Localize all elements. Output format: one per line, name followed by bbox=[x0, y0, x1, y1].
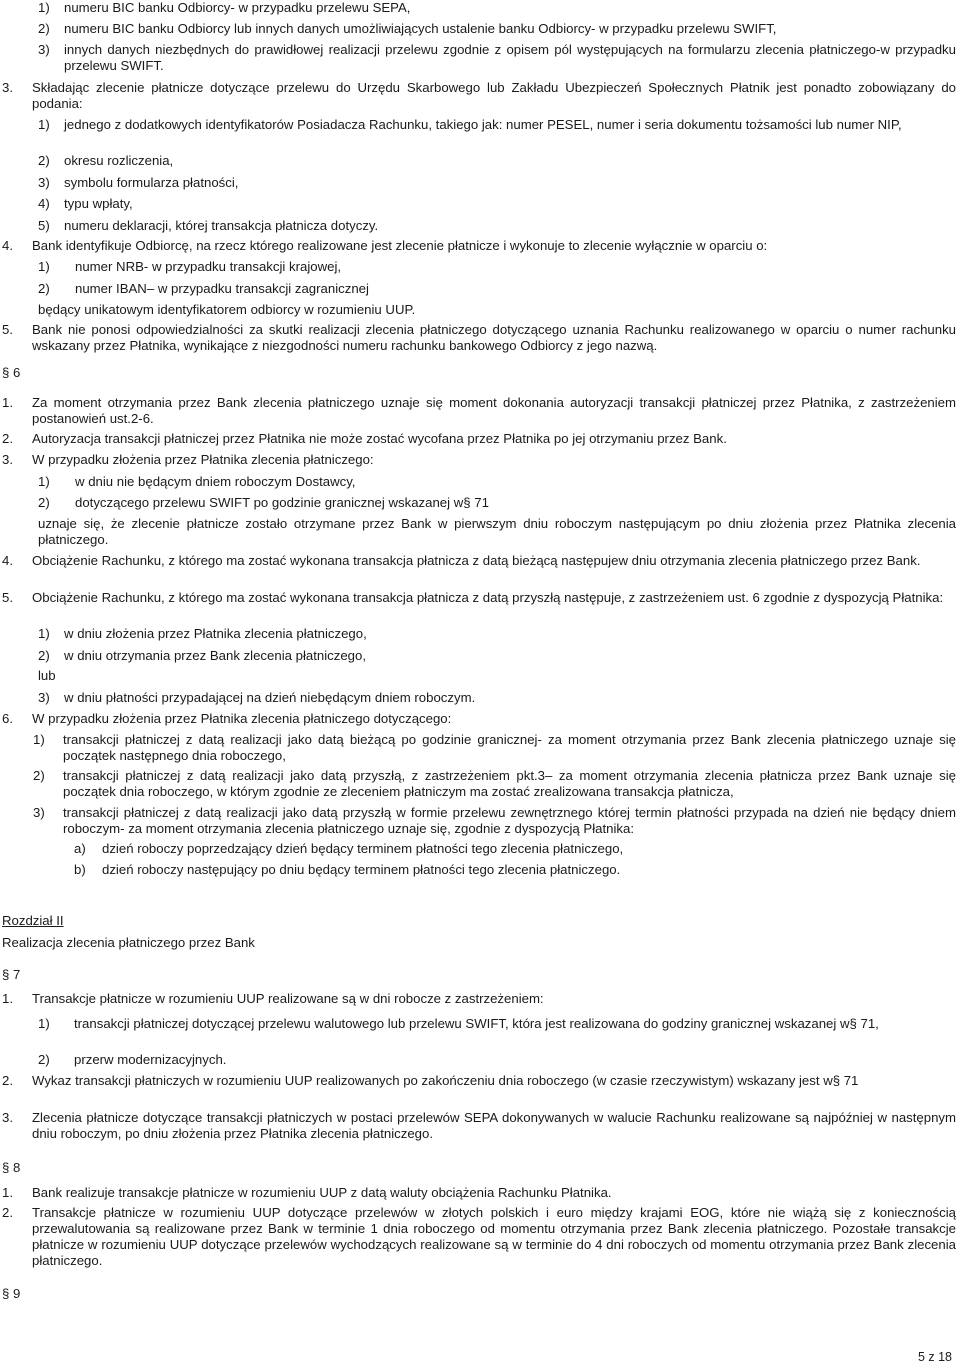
list-item bbox=[38, 281, 956, 297]
list-item bbox=[38, 153, 956, 169]
item-number: 1) bbox=[38, 259, 50, 274]
sub-item-text: dzień roboczy następujący po dniu będący terminem płatności tego zlecenia płatniczego. bbox=[102, 862, 621, 877]
section-title-text: § 7 bbox=[2, 967, 21, 982]
paragraph-number: 2. bbox=[2, 431, 13, 446]
paragraph-text: W przypadku złożenia przez Płatnika zlecenia płatniczego: bbox=[32, 452, 374, 467]
item-number: 5) bbox=[38, 218, 50, 233]
paragraph bbox=[2, 80, 956, 112]
sub-item bbox=[74, 862, 956, 878]
paragraph-text: Obciążenie Rachunku, z którego ma zostać wykonana transakcja płatnicza z datą przyszłą następuje, z zastrzeżeniem ust. 6 zgodnie z dyspozycją Płatnika: bbox=[32, 590, 944, 605]
paragraph bbox=[2, 711, 956, 727]
list-item bbox=[38, 495, 956, 511]
item-number: 1) bbox=[33, 732, 45, 747]
paragraph-text: Transakcje płatnicze w rozumieniu UUP dotyczące przelewów w złotych polskich i euro między krajami EOG, które nie wiążą się z koniecznością przewalutowania są realizowane przez Bank w terminie 1 dnia roboczego od momentu otrzymania przez Bank zlecenia płatniczego. Pozostałe transakcje płatnicze w rozumieniu UUP dotyczące przelewów wychodzących realizowane są w terminie do 4 dni roboczych od momentu otrzymania przez Bank zlecenia płatniczego. bbox=[32, 1205, 956, 1268]
item-number: 3) bbox=[38, 175, 50, 190]
item-text: numer IBAN– w przypadku transakcji zagranicznej bbox=[75, 281, 369, 296]
item-text: dotyczącego przelewu SWIFT po godzinie granicznej wskazanej w§ 71 bbox=[75, 495, 489, 510]
paragraph bbox=[2, 1110, 956, 1142]
section-title-text: § 9 bbox=[2, 1286, 21, 1301]
list-item bbox=[38, 259, 956, 275]
list-item bbox=[38, 626, 956, 642]
paragraph-number: 3. bbox=[2, 80, 13, 95]
paragraph-number: 3. bbox=[2, 452, 13, 467]
sub-item-letter: a) bbox=[74, 841, 86, 856]
item-text: numeru deklaracji, której transakcja płatnicza dotyczy. bbox=[64, 218, 379, 233]
item-number: 3) bbox=[33, 805, 45, 820]
paragraph-text: Wykaz transakcji płatniczych w rozumieniu UUP realizowanych po zakończeniu dnia roboczego (w czasie rzeczywistym) wskazany jest w§ 71 bbox=[32, 1073, 859, 1088]
list-item bbox=[38, 690, 956, 706]
item-text: w dniu płatności przypadającej na dzień niebędącym dniem roboczym. bbox=[64, 690, 476, 705]
item-text: okresu rozliczenia, bbox=[64, 153, 174, 168]
item-text: innych danych niezbędnych do prawidłowej realizacji przelewu zgodnie z opisem pól występujących na formularzu zlecenia płatniczego-w przypadku przelewu SWIFT. bbox=[64, 42, 956, 73]
sub-item-text: dzień roboczy poprzedzający dzień będący terminem płatności tego zlecenia płatniczego, bbox=[102, 841, 624, 856]
item-text: jednego z dodatkowych identyfikatorów Posiadacza Rachunku, takiego jak: numer PESEL, numer i seria dokumentu tożsamości lub numer NIP, bbox=[64, 117, 902, 132]
item-text: transakcji płatniczej z datą realizacji jako datą bieżącą po godzinie granicznej- za moment otrzymania przez Bank zlecenia płatniczego uznaje się początek następnego dnia roboczego, bbox=[63, 732, 956, 763]
chapter-title-text: Rozdział II bbox=[2, 913, 64, 928]
item-number: 1) bbox=[38, 626, 50, 641]
item-text: numeru BIC banku Odbiorcy- w przypadku przelewu SEPA, bbox=[64, 0, 411, 15]
paragraph-text: Obciążenie Rachunku, z którego ma zostać wykonana transakcja płatnicza z datą bieżącą następujew dniu otrzymania zlecenia płatniczego przez Bank. bbox=[32, 553, 921, 568]
paragraph-text: W przypadku złożenia przez Płatnika zlecenia płatniczego dotyczącego: bbox=[32, 711, 452, 726]
item-text: w dniu otrzymania przez Bank zlecenia płatniczego, bbox=[64, 648, 367, 663]
list-item bbox=[2, 768, 956, 800]
item-text: w dniu złożenia przez Płatnika zlecenia płatniczego, bbox=[64, 626, 367, 641]
item-text: symbolu formularza płatności, bbox=[64, 175, 239, 190]
item-number: 1) bbox=[38, 117, 50, 132]
paragraph-tail bbox=[38, 302, 956, 318]
item-number: 1) bbox=[38, 1016, 50, 1031]
paragraph bbox=[2, 452, 956, 468]
paragraph-text: Transakcje płatnicze w rozumieniu UUP realizowane są w dni robocze z zastrzeżeniem: bbox=[32, 991, 544, 1006]
paragraph-text: Bank identyfikuje Odbiorcę, na rzecz którego realizowane jest zlecenie płatnicze i wykonuje to zlecenie wyłącznie w oparciu o: bbox=[32, 238, 768, 253]
paragraph-text: Bank nie ponosi odpowiedzialności za skutki realizacji zlecenia płatniczego dotyczącego uznania Rachunku realizowanego w oparciu o numer rachunku wskazany przez Płatnika, wynikające z niezgodności numeru rachunku bankowego Odbiorcy z jego nazwą. bbox=[32, 322, 956, 353]
item-number: 4) bbox=[38, 196, 50, 211]
list-item bbox=[2, 1052, 956, 1068]
paragraph-text: Składając zlecenie płatnicze dotyczące przelewu do Urzędu Skarbowego lub Zakładu Ubezpieczeń Społecznych Płatnik jest ponadto zobowiązany do podania: bbox=[32, 80, 956, 111]
list-item bbox=[2, 805, 956, 837]
item-text: transakcji płatniczej dotyczącej przelewu walutowego lub przelewu SWIFT, która jest realizowana do godziny granicznej wskazanej w§ 71, bbox=[74, 1016, 879, 1031]
paragraph bbox=[2, 238, 956, 254]
item-number: 2) bbox=[38, 281, 50, 296]
paragraph-text: Zlecenia płatnicze dotyczące transakcji płatniczych w postaci przelewów SEPA dokonywanych w walucie Rachunku realizowane są najpóźniej w następnym dniu roboczym, po dniu złożenia przez Płatnika zlecenia płatniczego. bbox=[32, 1110, 956, 1141]
paragraph-tail bbox=[38, 516, 956, 548]
section-title bbox=[2, 365, 102, 381]
list-item bbox=[38, 21, 956, 37]
item-number: 2) bbox=[33, 768, 45, 783]
section-title bbox=[2, 967, 102, 983]
paragraph-number: 3. bbox=[2, 1110, 13, 1125]
sub-item bbox=[74, 841, 956, 857]
list-item bbox=[38, 175, 956, 191]
paragraph-number: 1. bbox=[2, 1185, 13, 1200]
item-text: transakcji płatniczej z datą realizacji jako datą przyszłą, z zastrzeżeniem pkt.3– za moment otrzymania zlecenia płatnicza przez Bank uznaje się początek dnia roboczego, w którym zgodnie ze zleceniem płatniczym ma zostać zrealizowana transakcja płatnicza, bbox=[63, 768, 956, 799]
item-number: 2) bbox=[38, 648, 50, 663]
list-item bbox=[2, 1016, 956, 1032]
paragraph-number: 2. bbox=[2, 1073, 13, 1088]
item-number: 3) bbox=[38, 690, 50, 705]
item-number: 1) bbox=[38, 474, 50, 489]
item-number: 2) bbox=[38, 21, 50, 36]
list-item bbox=[38, 196, 956, 212]
item-number: 2) bbox=[38, 495, 50, 510]
paragraph bbox=[2, 1185, 956, 1201]
page-number-text: 5 z 18 bbox=[917, 1350, 952, 1364]
paragraph bbox=[2, 322, 956, 354]
paragraph bbox=[2, 590, 956, 606]
list-item bbox=[38, 218, 956, 234]
list-item bbox=[38, 0, 956, 16]
paragraph-number: 6. bbox=[2, 711, 13, 726]
item-number: 2) bbox=[38, 153, 50, 168]
list-item bbox=[38, 474, 956, 490]
paragraph-text: Za moment otrzymania przez Bank zlecenia płatniczego uznaje się moment dokonania autoryzacji transakcji płatniczej przez Płatnika, z zastrzeżeniem postanowień ust.2-6. bbox=[32, 395, 956, 426]
list-item bbox=[38, 117, 956, 133]
item-text: transakcji płatniczej z datą realizacji jako datą przyszłą w formie przelewu zewnętrznego której termin płatności przypada na dzień nie będący dniem roboczym- za moment otrzymania zlecenia płatniczego uznaje się, zgodnie z dyspozycją Płatnika: bbox=[63, 805, 956, 836]
paragraph-number: 4. bbox=[2, 238, 13, 253]
paragraph bbox=[2, 991, 956, 1007]
page-number bbox=[918, 1349, 952, 1365]
paragraph-text: Autoryzacja transakcji płatniczej przez Płatnika nie może zostać wycofana przez Płatnika po jej otrzymaniu przez Bank. bbox=[32, 431, 727, 446]
paragraph-number: 1. bbox=[2, 991, 13, 1006]
sub-item-letter: b) bbox=[74, 862, 86, 877]
item-text: w dniu nie będącym dniem roboczym Dostawcy, bbox=[75, 474, 356, 489]
paragraph-text: Bank realizuje transakcje płatnicze w rozumieniu UUP z datą waluty obciążenia Rachunku Płatnika. bbox=[32, 1185, 612, 1200]
paragraph bbox=[2, 1205, 956, 1269]
paragraph bbox=[2, 395, 956, 427]
item-text: numer NRB- w przypadku transakcji krajowej, bbox=[75, 259, 342, 274]
paragraph-tail-text: będący unikatowym identyfikatorem odbiorcy w rozumieniu UUP. bbox=[38, 302, 416, 317]
paragraph bbox=[2, 1073, 956, 1089]
list-item bbox=[38, 648, 956, 664]
paragraph-number: 5. bbox=[2, 590, 13, 605]
conjunction-text: lub bbox=[38, 668, 56, 683]
paragraph-tail-text: uznaje się, że zlecenie płatnicze zostało otrzymane przez Bank w pierwszym dniu roboczym następującym po dniu złożenia przez Płatnika zlecenia płatniczego. bbox=[38, 516, 956, 547]
item-text: typu wpłaty, bbox=[64, 196, 133, 211]
paragraph-number: 1. bbox=[2, 395, 13, 410]
chapter-title bbox=[2, 913, 402, 929]
list-item bbox=[2, 732, 956, 764]
paragraph-number: 5. bbox=[2, 322, 13, 337]
section-title-text: § 8 bbox=[2, 1160, 21, 1175]
list-item bbox=[38, 42, 956, 74]
item-text: przerw modernizacyjnych. bbox=[74, 1052, 227, 1067]
item-number: 2) bbox=[38, 1052, 50, 1067]
item-text: numeru BIC banku Odbiorcy lub innych danych umożliwiających ustalenie banku Odbiorcy- w przypadku przelewu SWIFT, bbox=[64, 21, 777, 36]
chapter-subtitle-text: Realizacja zlecenia płatniczego przez Bank bbox=[2, 935, 255, 950]
paragraph-number: 2. bbox=[2, 1205, 13, 1220]
section-title bbox=[2, 1160, 102, 1176]
section-title-text: § 6 bbox=[2, 365, 21, 380]
conjunction bbox=[38, 668, 238, 684]
item-number: 3) bbox=[38, 42, 50, 57]
section-title bbox=[2, 1286, 102, 1302]
paragraph bbox=[2, 553, 956, 569]
paragraph bbox=[2, 431, 956, 447]
item-number: 1) bbox=[38, 0, 50, 15]
paragraph-number: 4. bbox=[2, 553, 13, 568]
chapter-subtitle bbox=[2, 935, 602, 951]
